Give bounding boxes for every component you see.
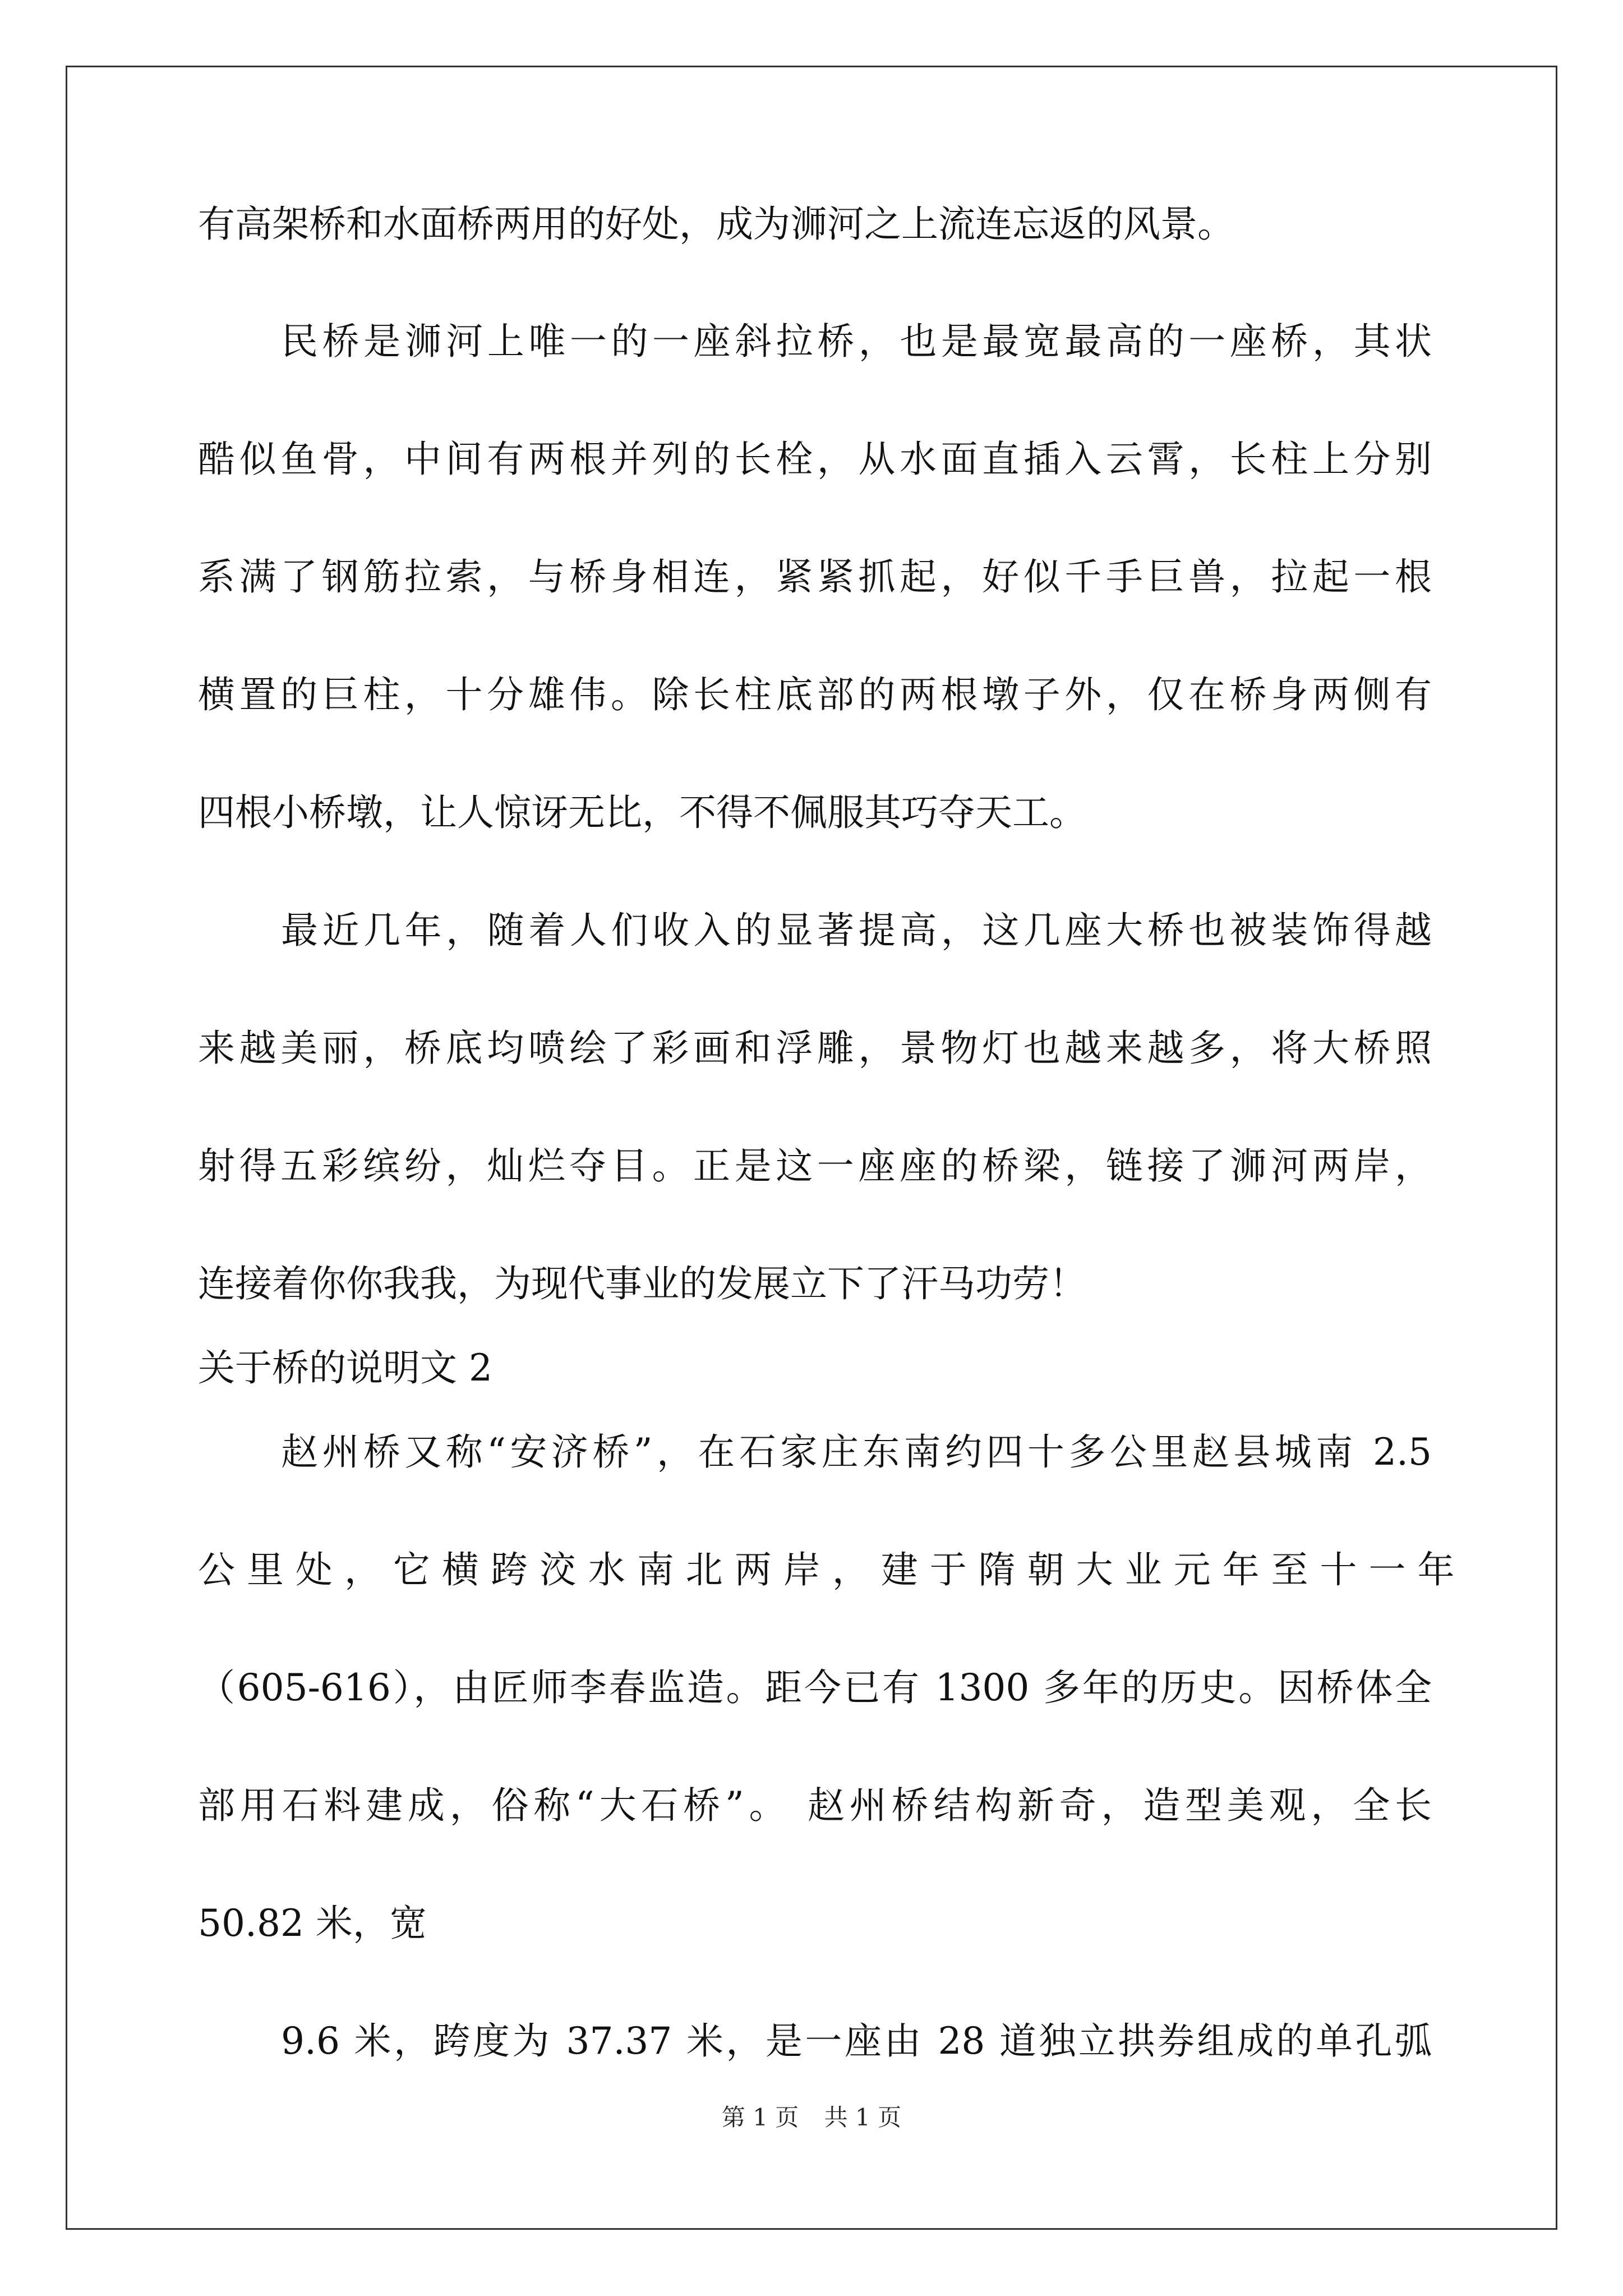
text-line: 四根小桥墩，让人惊讶无比，不得不佩服其巧夺天工。 [198,791,1086,834]
text-line: 射得五彩缤纷，灿烂夺目。正是这一座座的桥梁，链接了浉河两岸， [198,1144,1432,1188]
text-line: 酷似鱼骨，中间有两根并列的长栓，从水面直插入云霄，长柱上分别 [198,438,1432,481]
text-line: （605-616），由匠师李春监造。距今已有 1300 多年的历史。因桥体全 [198,1666,1432,1709]
section-heading: 关于桥的说明文 2 [198,1346,492,1389]
text-line: 公 里 处 ， 它 横 跨 洨 水 南 北 两 岸 ， 建 于 隋 朝 大 业 元 年 至 十 一 年 [198,1548,1455,1591]
text-line: 部用石料建成，俗称“大石桥”。 赵州桥结构新奇，造型美观，全长 [198,1784,1432,1827]
paragraph-start-line: 最近几年，随着人们收入的显著提高，这几座大桥也被装饰得越 [281,909,1432,952]
text-line: 横置的巨柱，十分雄伟。除长柱底部的两根墩子外，仅在桥身两侧有 [198,673,1432,716]
paragraph-start-line: 9.6 米，跨度为 37.37 米，是一座由 28 道独立拱券组成的单孔弧 [281,2019,1432,2063]
text-line: 来越美丽，桥底均喷绘了彩画和浮雕，景物灯也越来越多，将大桥照 [198,1027,1432,1070]
page-footer [0,2101,1623,2134]
paragraph-start-line: 民桥是浉河上唯一的一座斜拉桥，也是最宽最高的一座桥，其状 [281,320,1432,363]
text-line: 有高架桥和水面桥两用的好处，成为浉河之上流连忘返的风景。 [198,203,1234,246]
paragraph-start-line: 赵州桥又称“安济桥”，在石家庄东南约四十多公里赵县城南 2.5 [281,1430,1432,1474]
text-line: 50.82 米，宽 [198,1902,427,1945]
text-line: 连接着你你我我，为现代事业的发展立下了汗马功劳！ [198,1262,1086,1305]
page-number: 第 1 页 [721,2104,799,2131]
page-total: 共 1 页 [824,2104,902,2131]
text-line: 系满了钢筋拉索，与桥身相连，紧紧抓起，好似千手巨兽，拉起一根 [198,555,1432,599]
